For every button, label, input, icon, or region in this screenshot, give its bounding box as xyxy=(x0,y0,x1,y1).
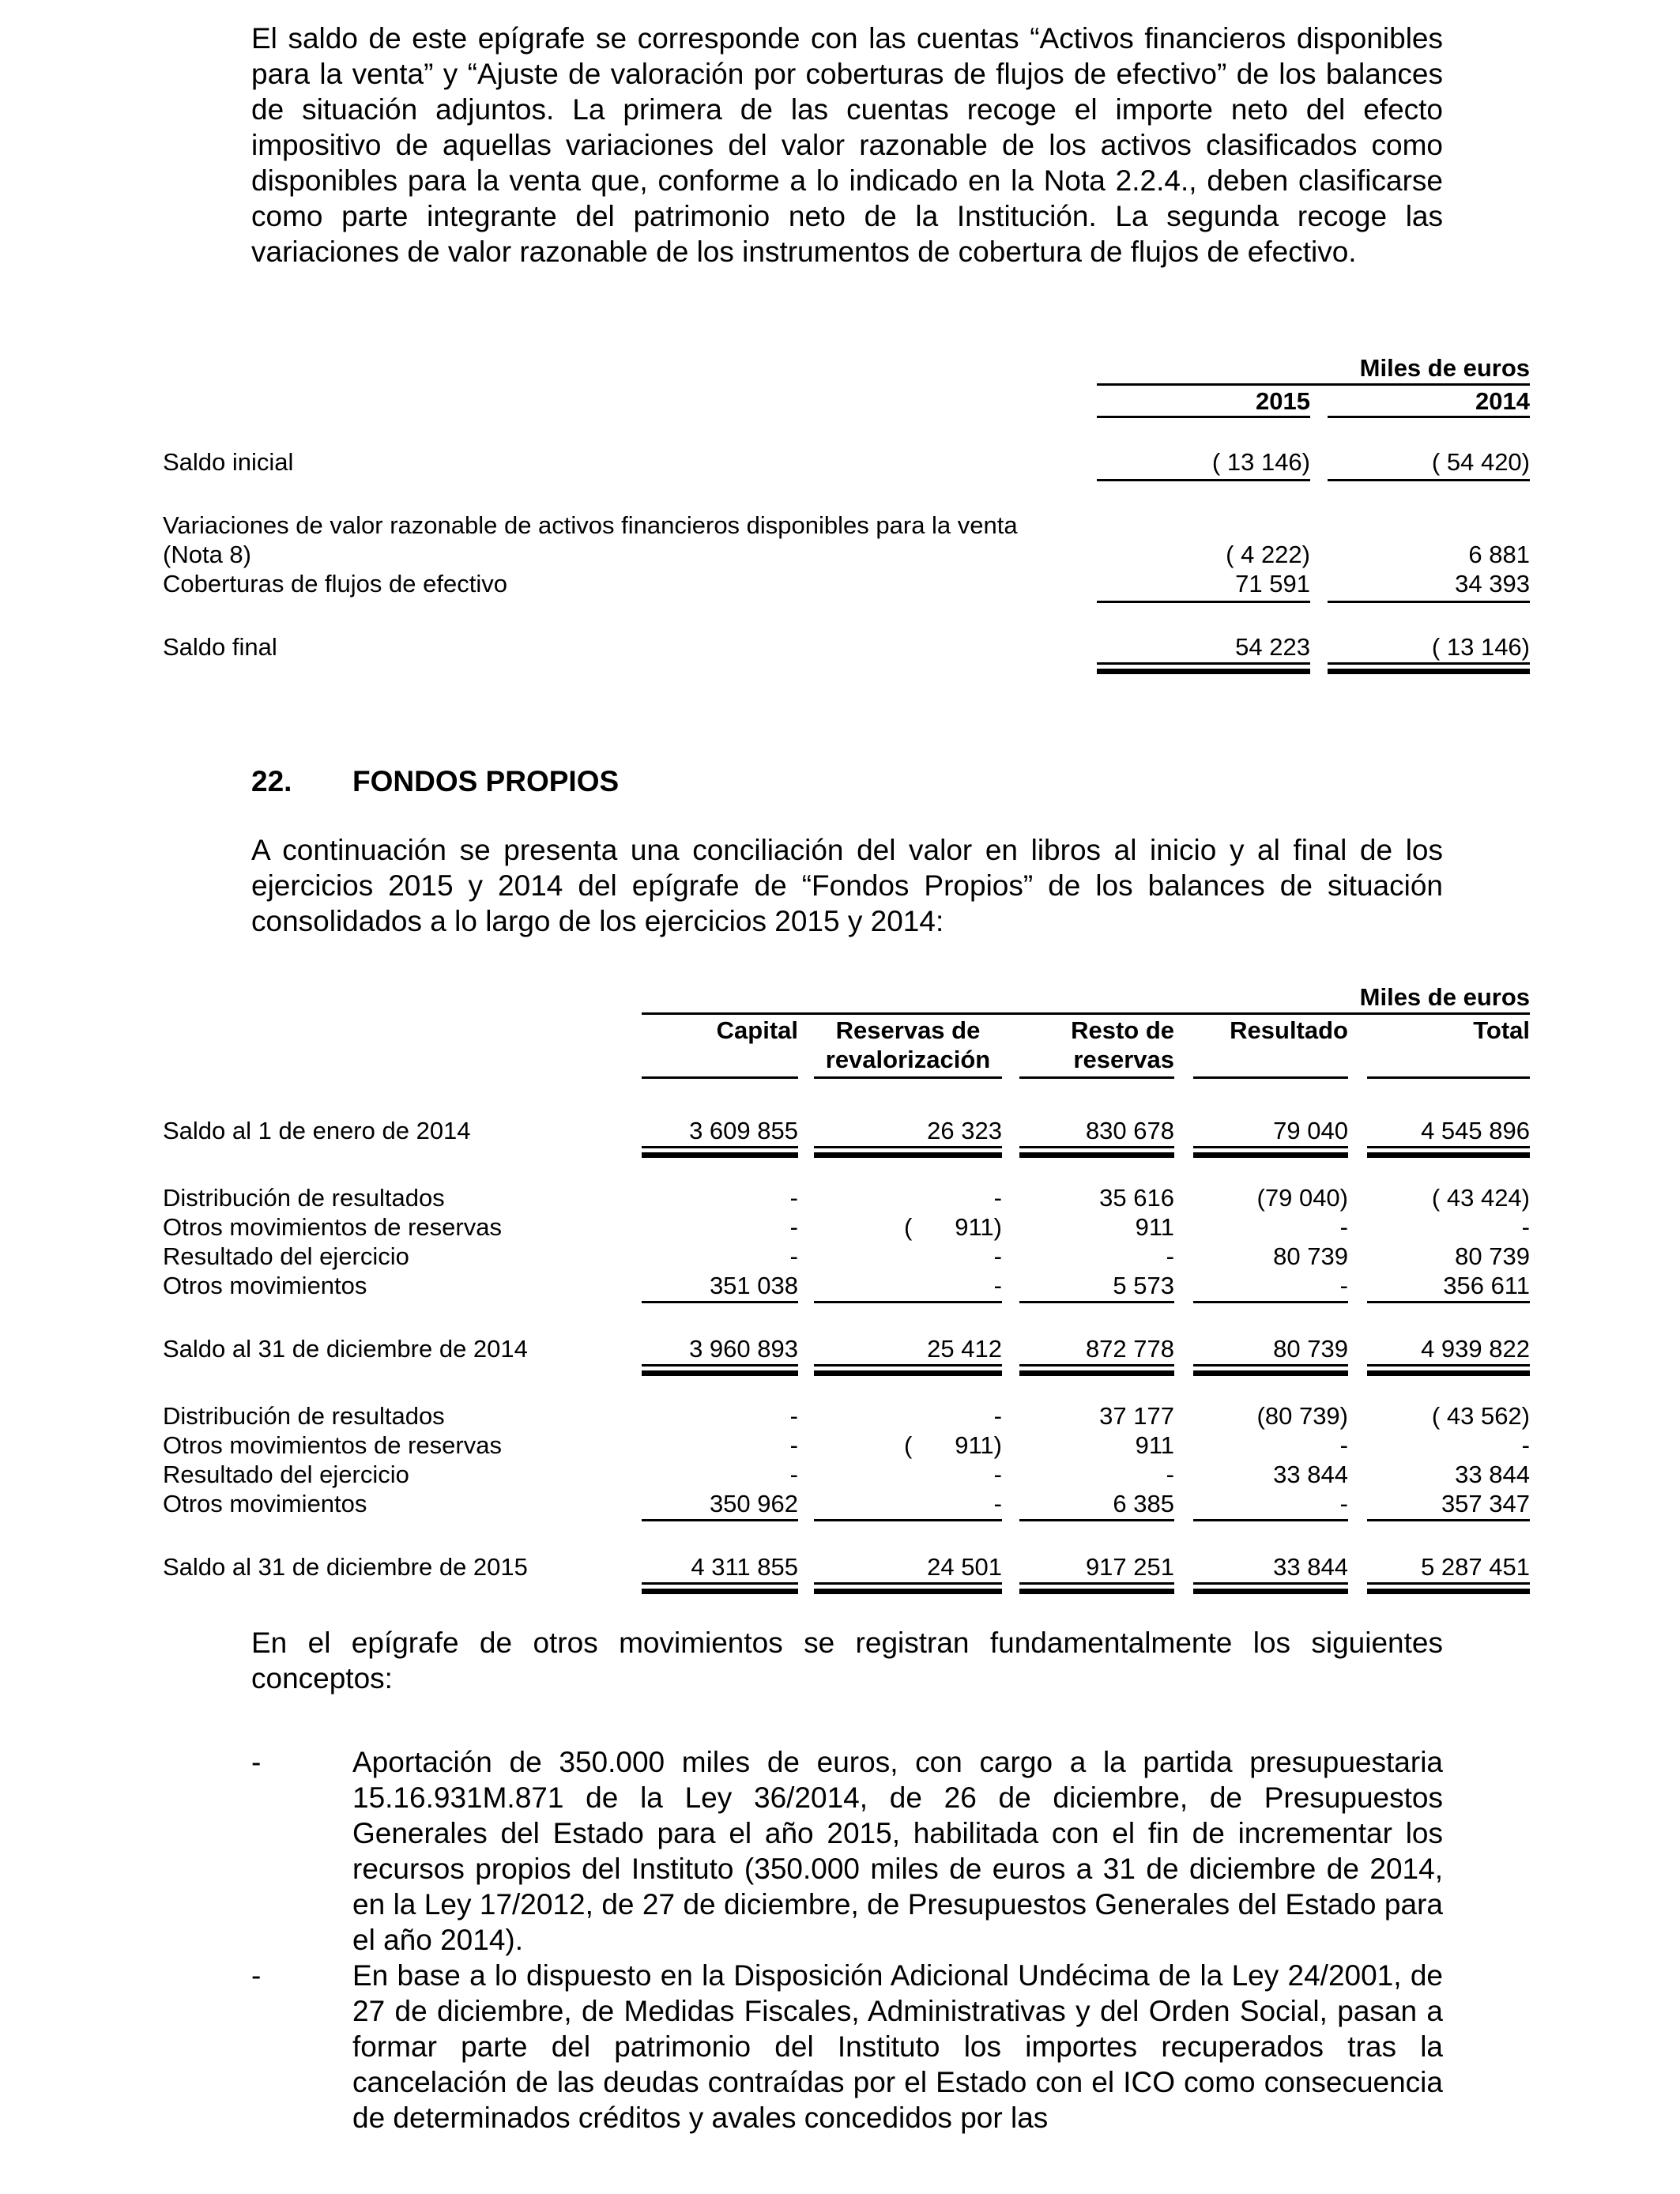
divider xyxy=(642,1076,798,1079)
bullet-item: Aportación de 350.000 miles de euros, con cargo a la partida presupuestaria 15.16.931M.871 de la Ley 36/2014, de 26 de diciembre, de Presupuestos Generales del Estado para el año 2015, habilitada con el fin de incrementar los recursos propios del Instituto (350.000 miles de euros a 31 de diciembre de 2014, en la Ley 17/2012, de 27 de diciembre, de Presupuestos Generales del Estado para el año 2014). xyxy=(352,1746,1443,1956)
row-label: Saldo al 31 de diciembre de 2015 xyxy=(163,1553,528,1581)
cell-capital: - xyxy=(789,1242,798,1270)
cell-reservas-revalorizacion: - xyxy=(993,1184,1002,1212)
row-label: Saldo al 31 de diciembre de 2014 xyxy=(163,1335,528,1363)
cell-total: ( 43 562) xyxy=(1431,1402,1530,1430)
cell-resultado: 33 844 xyxy=(1273,1461,1348,1488)
divider xyxy=(1019,1301,1174,1303)
divider xyxy=(814,1301,1002,1303)
double-underline xyxy=(642,1589,798,1594)
bullet-marker: - xyxy=(251,1746,262,1778)
double-underline xyxy=(1328,669,1530,674)
divider xyxy=(1367,1582,1530,1585)
divider xyxy=(1019,1076,1174,1079)
header-resto-reservas-line2: reservas xyxy=(1073,1046,1174,1073)
cell-reservas-revalorizacion: - xyxy=(993,1272,1002,1299)
divider xyxy=(814,1364,1002,1367)
divider xyxy=(1019,1364,1174,1367)
cell-resultado: 80 739 xyxy=(1273,1335,1348,1363)
cell-2015: ( 13 146) xyxy=(1211,448,1310,476)
divider xyxy=(1193,1364,1348,1367)
cell-resto-reservas: - xyxy=(1166,1461,1174,1488)
double-underline xyxy=(642,1152,798,1158)
divider xyxy=(814,1076,1002,1079)
cell-reservas-revalorizacion: - xyxy=(993,1461,1002,1488)
row-label: Resultado del ejercicio xyxy=(163,1461,409,1488)
cell-open-paren: ( xyxy=(904,1213,913,1241)
double-underline xyxy=(814,1370,1002,1376)
cell-resto-reservas: 830 678 xyxy=(1085,1117,1174,1144)
row-label-cont: (Nota 8) xyxy=(163,541,251,568)
cell-resultado: - xyxy=(1339,1431,1348,1459)
cell-resultado: - xyxy=(1339,1272,1348,1299)
cell-reservas-revalorizacion: 24 501 xyxy=(927,1553,1002,1581)
cell-resultado: 79 040 xyxy=(1273,1117,1348,1144)
divider xyxy=(814,1519,1002,1521)
divider xyxy=(1367,1364,1530,1367)
divider xyxy=(1193,1146,1348,1148)
divider xyxy=(1193,1301,1348,1303)
cell-capital: - xyxy=(789,1431,798,1459)
section-number: 22. xyxy=(251,765,292,797)
divider xyxy=(642,1301,798,1303)
cell-resultado: - xyxy=(1339,1213,1348,1241)
cell-capital: - xyxy=(789,1461,798,1488)
row-label: Distribución de resultados xyxy=(163,1402,445,1430)
cell-total: 4 545 896 xyxy=(1421,1117,1530,1144)
divider xyxy=(1019,1519,1174,1521)
cell-reservas-revalorizacion: - xyxy=(993,1490,1002,1517)
cell-reservas-revalorizacion: - xyxy=(993,1242,1002,1270)
double-underline xyxy=(1193,1152,1348,1158)
divider xyxy=(1328,662,1530,665)
divider xyxy=(1193,1582,1348,1585)
divider xyxy=(1097,601,1310,603)
cell-2014: ( 54 420) xyxy=(1431,448,1530,476)
divider xyxy=(642,1364,798,1367)
cell-2014: 34 393 xyxy=(1455,570,1530,598)
divider xyxy=(1193,1076,1348,1079)
header-resto-reservas: Resto de xyxy=(1071,1016,1174,1044)
row-label: Coberturas de flujos de efectivo xyxy=(163,570,507,598)
divider xyxy=(1328,479,1530,481)
row-label: Saldo final xyxy=(163,633,277,661)
cell-resto-reservas: 872 778 xyxy=(1085,1335,1174,1363)
cell-resto-reservas: - xyxy=(1166,1242,1174,1270)
divider xyxy=(642,1519,798,1521)
divider xyxy=(642,1012,1530,1015)
bullet-item: En base a lo dispuesto en la Disposición Adicional Undécima de la Ley 24/2001, de 27 de diciembre, de Medidas Fiscales, Administrativas y del Orden Social, pasan a formar parte del patrimonio del Instituto los importes recuperados tras la cancelación de las deudas contraídas por el Estado con el ICO como consecuencia de determinados créditos y avales concedidos por las xyxy=(352,1959,1443,2134)
divider xyxy=(1019,1582,1174,1585)
cell-resto-reservas: 911 xyxy=(1135,1213,1174,1241)
cell-2015: 54 223 xyxy=(1235,633,1310,661)
cell-total: 5 287 451 xyxy=(1421,1553,1530,1581)
divider xyxy=(1097,416,1310,418)
divider xyxy=(1193,1519,1348,1521)
cell-reservas-revalorizacion: - xyxy=(993,1402,1002,1430)
divider xyxy=(1367,1519,1530,1521)
cell-resto-reservas: 917 251 xyxy=(1085,1553,1174,1581)
divider xyxy=(1328,416,1530,418)
cell-total: 356 611 xyxy=(1443,1272,1530,1299)
row-label: Variaciones de valor razonable de activos financieros disponibles para la venta xyxy=(163,511,1018,539)
cell-capital: 3 960 893 xyxy=(689,1335,798,1363)
cell-open-paren: ( xyxy=(904,1431,913,1459)
double-underline xyxy=(814,1152,1002,1158)
cell-total: 33 844 xyxy=(1455,1461,1530,1488)
double-underline xyxy=(1367,1152,1530,1158)
double-underline xyxy=(1193,1370,1348,1376)
cell-total: - xyxy=(1521,1213,1530,1241)
header-reservas-revalorizacion: Reservas de xyxy=(835,1016,981,1044)
double-underline xyxy=(1367,1370,1530,1376)
divider xyxy=(642,1146,798,1148)
row-label: Saldo inicial xyxy=(163,448,294,476)
cell-capital: 3 609 855 xyxy=(689,1117,798,1144)
row-label: Otros movimientos de reservas xyxy=(163,1431,502,1459)
section-paragraph: A continuación se presenta una conciliación del valor en libros al inicio y al final de los ejercicios 2015 y 2014 del epígrafe de “Fondos Propios” de los balances de situación consolidados a lo largo de los ejercicios 2015 y 2014: xyxy=(251,834,1443,937)
cell-resultado: (79 040) xyxy=(1256,1184,1348,1212)
cell-capital: - xyxy=(789,1184,798,1212)
cell-resultado: 80 739 xyxy=(1273,1242,1348,1270)
section-title: FONDOS PROPIOS xyxy=(352,765,620,797)
table1-header-2015: 2015 xyxy=(1256,387,1310,415)
divider xyxy=(642,1582,798,1585)
divider xyxy=(1328,601,1530,603)
table2-unit: Miles de euros xyxy=(1359,983,1530,1011)
divider xyxy=(1367,1146,1530,1148)
cell-resultado: (80 739) xyxy=(1256,1402,1348,1430)
double-underline xyxy=(1193,1589,1348,1594)
row-label: Otros movimientos xyxy=(163,1490,367,1517)
divider xyxy=(1097,662,1310,665)
table1-header-2014: 2014 xyxy=(1475,387,1530,415)
cell-reservas-revalorizacion: 911) xyxy=(955,1431,1002,1459)
cell-resto-reservas: 6 385 xyxy=(1113,1490,1174,1517)
cell-capital: 350 962 xyxy=(709,1490,798,1517)
cell-capital: - xyxy=(789,1213,798,1241)
cell-total: 4 939 822 xyxy=(1421,1335,1530,1363)
row-label: Otros movimientos xyxy=(163,1272,367,1299)
row-label: Saldo al 1 de enero de 2014 xyxy=(163,1117,471,1144)
divider xyxy=(1019,1146,1174,1148)
cell-total: 80 739 xyxy=(1455,1242,1530,1270)
cell-reservas-revalorizacion: 25 412 xyxy=(927,1335,1002,1363)
divider xyxy=(1367,1076,1530,1079)
header-capital: Capital xyxy=(716,1016,798,1044)
cell-total: 357 347 xyxy=(1441,1490,1530,1517)
cell-resultado: - xyxy=(1339,1490,1348,1517)
cell-resto-reservas: 35 616 xyxy=(1099,1184,1174,1212)
cell-total: ( 43 424) xyxy=(1431,1184,1530,1212)
intro-paragraph: El saldo de este epígrafe se corresponde con las cuentas “Activos financieros disponibles para la venta” y “Ajuste de valoración por coberturas de flujos de efectivo” de los balances de situación adjuntos. La primera de las cuentas recoge el importe neto del efecto impositivo de aquellas variaciones del valor razonable de los activos clasificados como disponibles para la venta que, conforme a lo indicado en la Nota 2.2.4., deben clasificarse como parte integrante del patrimonio neto de la Institución. La segunda recoge las variaciones de valor razonable de los instrumentos de cobertura de flujos de efectivo. xyxy=(251,22,1443,268)
bullet-marker: - xyxy=(251,1959,262,1992)
header-reservas-revalorizacion-line2: revalorización xyxy=(825,1046,991,1073)
double-underline xyxy=(642,1370,798,1376)
cell-2015: ( 4 222) xyxy=(1226,541,1310,568)
cell-capital: - xyxy=(789,1402,798,1430)
cell-capital: 4 311 855 xyxy=(691,1553,798,1581)
table1-unit: Miles de euros xyxy=(1359,354,1530,382)
cell-2014: ( 13 146) xyxy=(1431,633,1530,661)
cell-reservas-revalorizacion: 26 323 xyxy=(927,1117,1002,1144)
cell-capital: 351 038 xyxy=(709,1272,798,1299)
header-resultado: Resultado xyxy=(1230,1016,1348,1044)
cell-2015: 71 591 xyxy=(1235,570,1310,598)
divider xyxy=(814,1582,1002,1585)
cell-reservas-revalorizacion: 911) xyxy=(955,1213,1002,1241)
cell-resto-reservas: 37 177 xyxy=(1099,1402,1174,1430)
cell-total: - xyxy=(1521,1431,1530,1459)
divider xyxy=(1097,479,1310,481)
double-underline xyxy=(1367,1589,1530,1594)
divider xyxy=(814,1146,1002,1148)
double-underline xyxy=(1019,1370,1174,1376)
row-label: Distribución de resultados xyxy=(163,1184,445,1212)
divider xyxy=(1367,1301,1530,1303)
divider xyxy=(1097,383,1530,386)
other-movements-paragraph: En el epígrafe de otros movimientos se registran fundamentalmente los siguientes conceptos: xyxy=(251,1627,1443,1695)
cell-resultado: 33 844 xyxy=(1273,1553,1348,1581)
cell-resto-reservas: 5 573 xyxy=(1113,1272,1174,1299)
cell-2014: 6 881 xyxy=(1468,541,1530,568)
double-underline xyxy=(1019,1589,1174,1594)
double-underline xyxy=(814,1589,1002,1594)
double-underline xyxy=(1019,1152,1174,1158)
header-total: Total xyxy=(1473,1016,1530,1044)
double-underline xyxy=(1097,669,1310,674)
row-label: Resultado del ejercicio xyxy=(163,1242,409,1270)
row-label: Otros movimientos de reservas xyxy=(163,1213,502,1241)
cell-resto-reservas: 911 xyxy=(1135,1431,1174,1459)
